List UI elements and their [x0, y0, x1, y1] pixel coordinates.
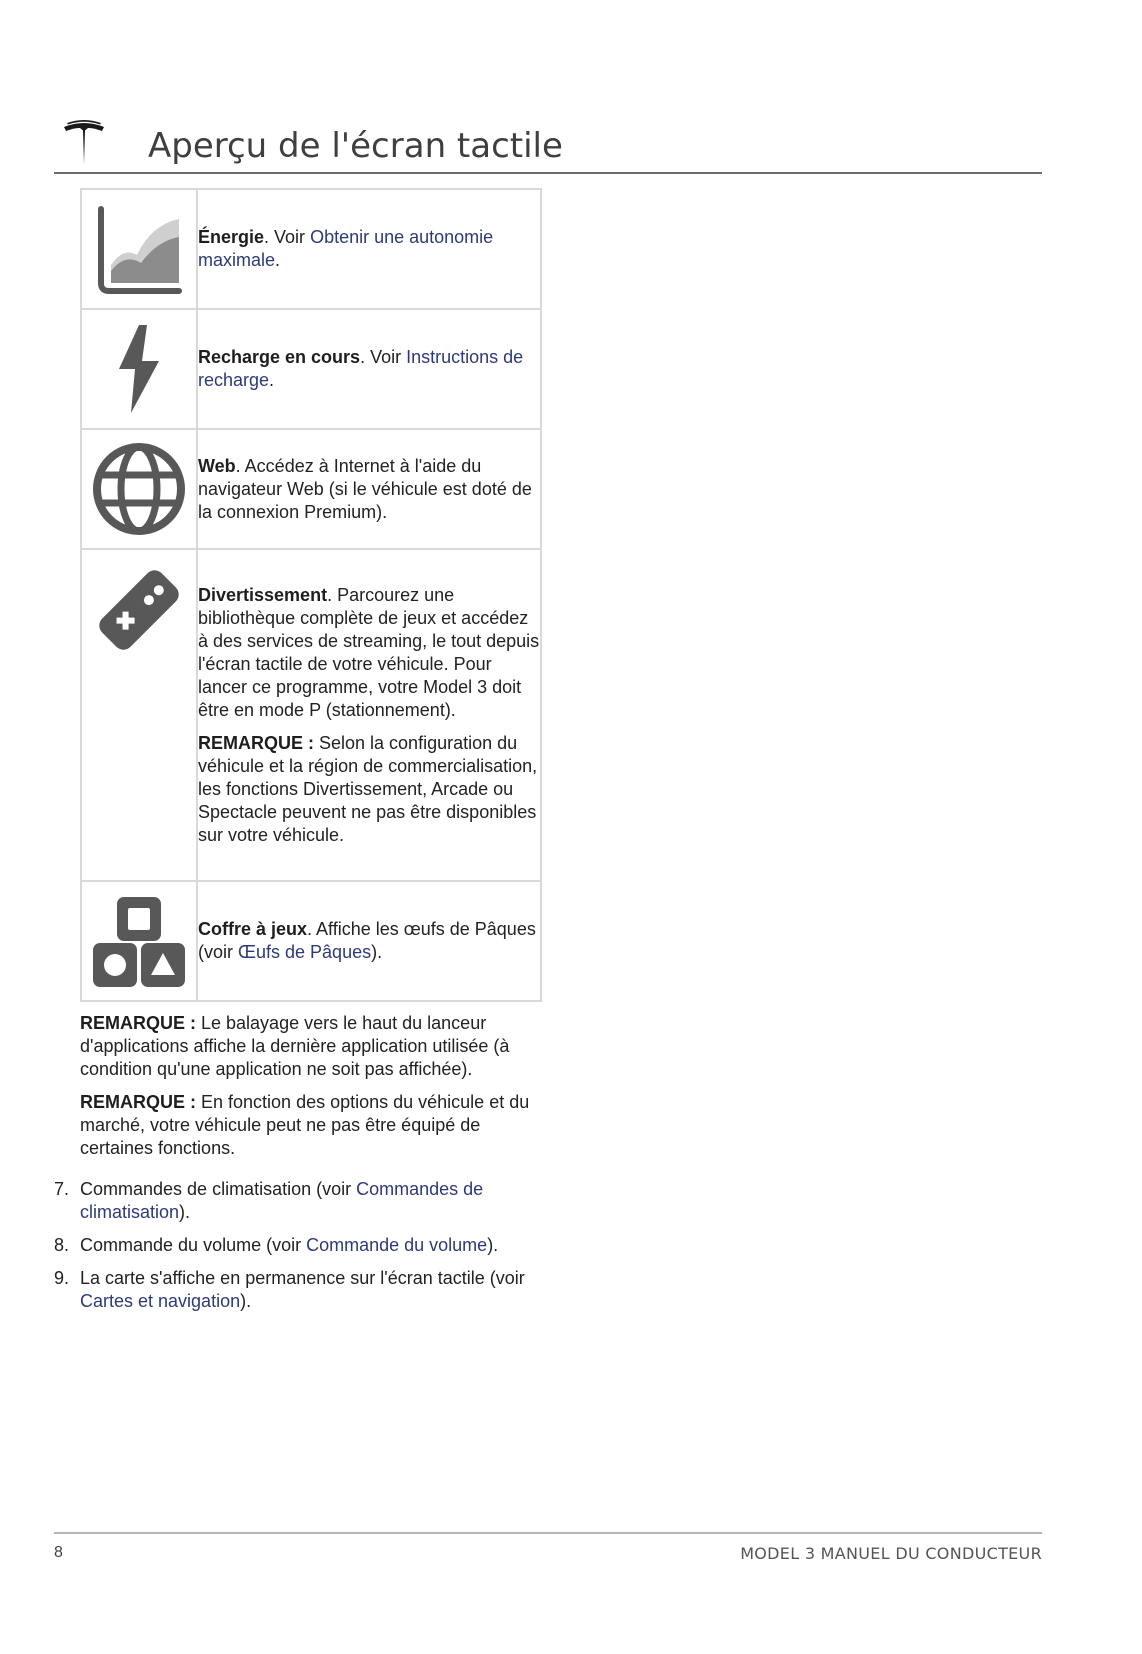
list-item: 9. La carte s'affiche en permanence sur l'écran tactile (voir Cartes et navigation).: [54, 1268, 525, 1311]
app-energy-description: Énergie. Voir Obtenir une autonomie maximale.: [198, 227, 494, 270]
gamepad-icon: [89, 560, 189, 660]
link-autonomie[interactable]: Obtenir une autonomie maximale: [198, 227, 494, 270]
entertainment-note: REMARQUE : Selon la configuration du véhicule et la région de commercialisation, les fonctions Divertissement, Arcade ou Spectacle peuvent ne pas être disponibles sur votre véhicule.: [198, 732, 538, 845]
note-paragraph: REMARQUE : En fonction des options du véhicule et du marché, votre véhicule peut ne pas être équipé de certaines fonctions.: [80, 1092, 530, 1158]
table-row: [81, 189, 541, 309]
numbered-list: [54, 1178, 554, 1323]
app-name: Web: [198, 455, 236, 476]
app-web-description: Web. Accédez à Internet à l'aide du navigateur Web (si le véhicule est doté de la connexion Premium).: [198, 455, 532, 522]
app-name: Recharge en cours: [198, 347, 361, 367]
energy-chart-icon: [93, 203, 185, 295]
app-launcher-table: [80, 188, 542, 1002]
globe-icon: [91, 441, 187, 537]
lightning-bolt-icon: [109, 323, 169, 415]
list-item: 7. Commandes de climatisation (voir Commandes de climatisation).: [54, 1179, 484, 1222]
toybox-blocks-icon: [91, 893, 187, 989]
list-item: 8. Commande du volume (voir Commande du volume).: [54, 1235, 499, 1255]
app-name: Divertissement: [198, 584, 328, 605]
app-name: Coffre à jeux: [198, 919, 308, 939]
note-paragraph: REMARQUE : Le balayage vers le haut du lanceur d'applications affiche la dernière application utilisée (à condition qu'une application ne soit pas affichée).: [80, 1013, 510, 1079]
tesla-logo-icon: [60, 120, 108, 168]
page-number: 8: [54, 1544, 63, 1561]
link-climatisation[interactable]: Commandes de climatisation: [80, 1179, 484, 1222]
document-title: MODEL 3 MANUEL DU CONDUCTEUR: [740, 1544, 1042, 1563]
link-volume[interactable]: Commande du volume: [306, 1235, 488, 1255]
link-navigation[interactable]: Cartes et navigation: [80, 1291, 241, 1311]
page-title: Aperçu de l'écran tactile: [148, 126, 563, 166]
link-recharge[interactable]: Instructions de recharge: [198, 347, 524, 390]
table-row: [81, 309, 541, 429]
table-row: [81, 549, 541, 881]
footer-rule: [54, 1532, 1042, 1534]
header-rule: [54, 172, 1042, 174]
notes-section: [80, 1012, 550, 1170]
table-row: [81, 429, 541, 549]
app-name: Énergie: [198, 227, 265, 247]
link-easter-eggs[interactable]: Œufs de Pâques: [238, 942, 372, 962]
table-row: [81, 881, 541, 1001]
app-entertainment-description: Divertissement. Parcourez une bibliothèque complète de jeux et accédez à des services de streaming, le tout depuis l'écran tactile de votre véhicule. Pour lancer ce programme, votre Model 3 doit être en mode P (stationnement).: [198, 584, 540, 720]
page-header: [54, 116, 1042, 173]
app-toybox-description: Coffre à jeux. Affiche les œufs de Pâques (voir Œufs de Pâques).: [198, 919, 536, 962]
app-charging-description: Recharge en cours. Voir Instructions de recharge.: [198, 347, 524, 390]
